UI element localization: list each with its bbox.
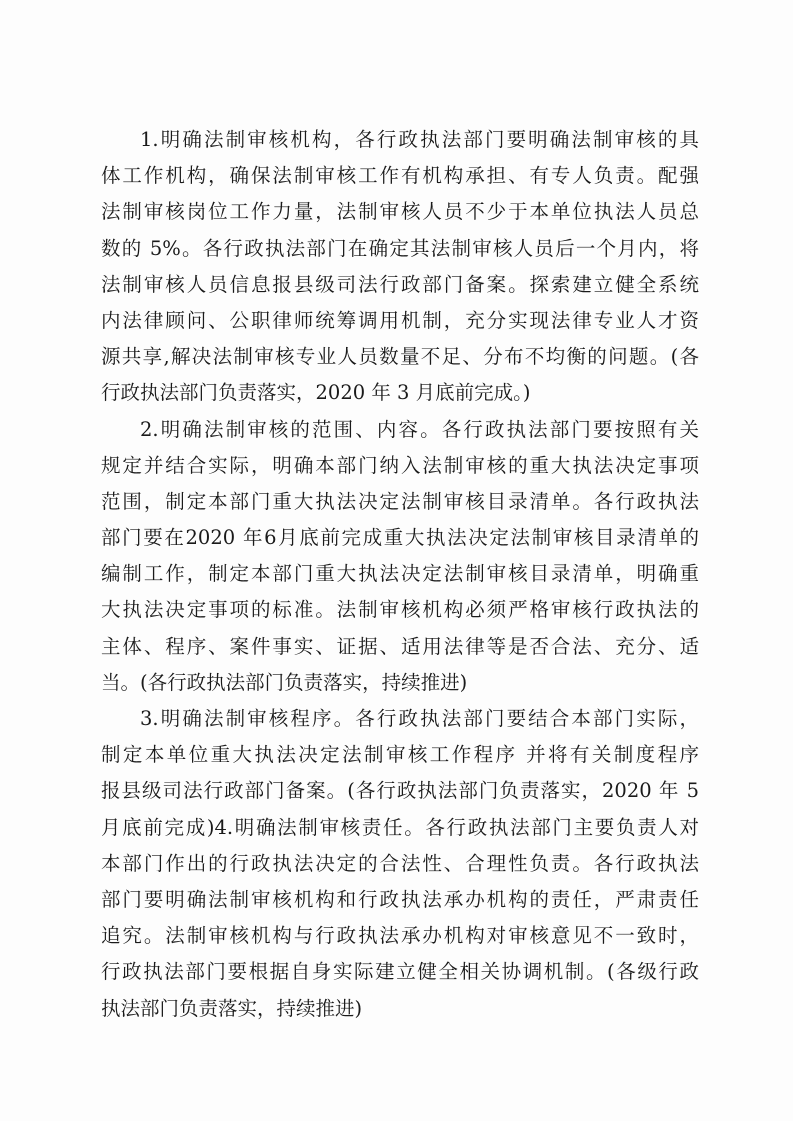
paragraph-3-line-4: 月底前完成)4.明确法制审核责任。各行政执法部门主要负责人对 bbox=[101, 815, 699, 839]
paragraph-1-line-7: 源共享,解决法制审核专业人员数量不足、分布不均衡的问题。(各 bbox=[101, 345, 699, 369]
paragraph-1-line-2: 体工作机构，确保法制审核工作有机构承担、有专人负责。配强 bbox=[101, 164, 699, 188]
paragraph-3-line-2: 制定本单位重大执法决定法制审核工作程序 并将有关制度程序 bbox=[101, 743, 699, 767]
paragraph-2-line-2: 规定并结合实际，明确本部门纳入法制审核的重大执法决定事项 bbox=[101, 453, 699, 477]
paragraph-1-line-6: 内法律顾问、公职律师统筹调用机制，充分实现法律专业人才资 bbox=[101, 308, 699, 332]
paragraph-3-line-6: 部门要明确法制审核机构和行政执法承办机构的责任，严肃责任 bbox=[101, 887, 699, 911]
paragraph-3-line-5: 本部门作出的行政执法决定的合法性、合理性负责。各行政执法 bbox=[101, 851, 699, 875]
paragraph-2-line-7: 主体、程序、案件事实、证据、适用法律等是否合法、充分、适 bbox=[101, 634, 699, 658]
paragraph-1-line-1: 1.明确法制审核机构，各行政执法部门要明确法制审核的具 bbox=[140, 128, 699, 151]
paragraph-2-line-6: 大执法决定事项的标准。法制审核机构必须严格审核行政执法的 bbox=[101, 598, 699, 622]
paragraph-2-line-3: 范围，制定本部门重大执法决定法制审核目录清单。各行政执法 bbox=[101, 489, 699, 513]
paragraph-3-line-1: 3.明确法制审核程序。各行政执法部门要结合本部门实际， bbox=[140, 707, 699, 730]
paragraph-3-line-7: 追究。法制审核机构与行政执法承办机构对审核意见不一致时， bbox=[101, 924, 699, 948]
paragraph-3-line-9: 执法部门负责落实，持续推进) bbox=[101, 996, 363, 1020]
paragraph-1-line-4: 数的 5%。各行政执法部门在确定其法制审核人员后一个月内，将 bbox=[101, 236, 699, 260]
paragraph-2-line-1: 2.明确法制审核的范围、内容。各行政执法部门要按照有关 bbox=[140, 417, 699, 441]
paragraph-2-line-8: 当。(各行政执法部门负责落实，持续推进) bbox=[101, 670, 468, 694]
paragraph-3-line-8: 行政执法部门要根据自身实际建立健全相关协调机制。(各级行政 bbox=[101, 960, 699, 984]
paragraph-1-line-3: 法制审核岗位工作力量，法制审核人员不少于本单位执法人员总 bbox=[101, 200, 699, 224]
paragraph-3-line-3: 报县级司法行政部门备案。(各行政执法部门负责落实，2020 年 5 bbox=[101, 779, 699, 803]
paragraph-1-line-8: 行政执法部门负责落实，2020 年 3 月底前完成。) bbox=[101, 381, 531, 405]
document-body bbox=[101, 122, 699, 1027]
paragraph-1-line-5: 法制审核人员信息报县级司法行政部门备案。探索建立健全系统 bbox=[101, 272, 699, 296]
paragraph-2-line-5: 编制工作，制定本部门重大执法决定法制审核目录清单，明确重 bbox=[101, 562, 699, 586]
paragraph-2-line-4: 部门要在2020 年6月底前完成重大执法决定法制审核目录清单的 bbox=[101, 526, 699, 550]
